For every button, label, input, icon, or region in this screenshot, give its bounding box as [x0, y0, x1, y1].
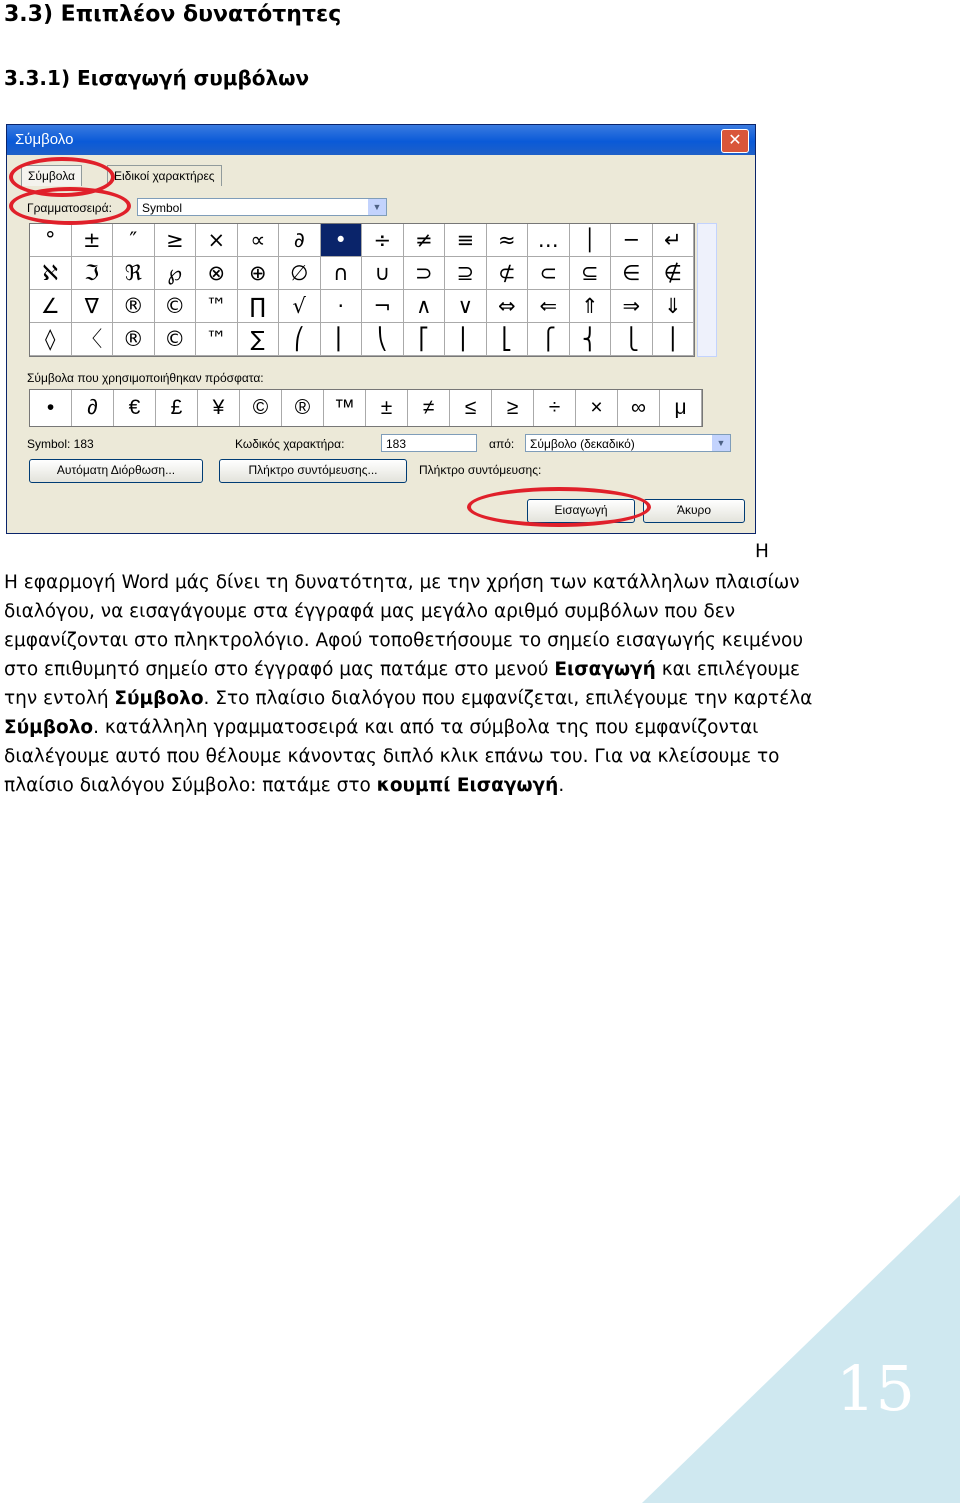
chevron-down-icon: ▼ — [368, 199, 386, 215]
subsection-heading: 3.3.1) Εισαγωγή συμβόλων — [4, 66, 310, 90]
symbol-cell[interactable]: ∉ — [653, 257, 695, 290]
code-field[interactable] — [381, 434, 477, 452]
recent-symbol-cell[interactable]: ™ — [324, 390, 366, 426]
recent-symbol-cell[interactable]: € — [114, 390, 156, 426]
para-text: και επιλέγουμε την εντολή — [4, 659, 801, 709]
shortcut-key-label: Πλήκτρο συντόμευσης: — [419, 463, 542, 477]
recent-symbols-label: Σύμβολα που χρησιμοποιήθηκαν πρόσφατα: — [27, 371, 264, 385]
symbol-cell[interactable]: ℑ — [72, 257, 114, 290]
highlight-oval-font — [9, 187, 131, 225]
symbol-cell[interactable]: ° — [30, 224, 72, 257]
symbol-cell[interactable]: ⎨ — [570, 323, 612, 356]
symbol-cell[interactable]: ≈ — [487, 224, 529, 257]
page-number: 15 — [836, 1352, 915, 1425]
symbol-grid[interactable] — [29, 223, 695, 357]
symbol-cell[interactable]: × — [196, 224, 238, 257]
para-text: . κατάλληλη γραμματοσειρά και από τα σύμβολα της που εμφανίζονται διαλέγουμε αυτό που θέλουμε κάνοντας διπλό κλικ επάνω του. Για να κλείσουμε το πλαίσιο διαλόγου Σύμβολο: πατάμε στο — [4, 717, 780, 796]
dialog-title: Σύμβολο — [15, 131, 74, 148]
symbol-cell[interactable]: ↵ — [653, 224, 695, 257]
symbol-cell[interactable]: ℵ — [30, 257, 72, 290]
from-value: Σύμβολο (δεκαδικό) — [530, 437, 635, 451]
symbol-cell[interactable]: ¬ — [362, 290, 404, 323]
section-heading: 3.3) Επιπλέον δυνατότητες — [4, 2, 342, 27]
symbol-cell[interactable]: ⊇ — [445, 257, 487, 290]
symbol-cell[interactable]: ∝ — [238, 224, 280, 257]
symbol-cell[interactable]: ⎪ — [653, 323, 695, 356]
recent-symbol-cell[interactable]: ± — [366, 390, 408, 426]
symbol-dialog-screenshot — [6, 124, 756, 534]
symbol-cell[interactable]: ⎣ — [487, 323, 529, 356]
symbol-cell[interactable]: │ — [570, 224, 612, 257]
tab-special-characters[interactable]: Ειδικοί χαρακτήρες — [107, 165, 222, 186]
recent-symbol-cell[interactable]: • — [30, 390, 72, 426]
symbol-cell[interactable]: ⊃ — [404, 257, 446, 290]
symbol-cell[interactable]: ∂ — [279, 224, 321, 257]
symbol-cell[interactable]: ⊕ — [238, 257, 280, 290]
recent-symbol-cell[interactable]: ≥ — [492, 390, 534, 426]
code-label: Κωδικός χαρακτήρα: — [235, 437, 345, 451]
recent-symbol-cell[interactable]: ÷ — [534, 390, 576, 426]
symbol-cell[interactable]: ⊂ — [528, 257, 570, 290]
cancel-button[interactable]: Άκυρο — [643, 499, 745, 523]
symbol-cell[interactable]: ″ — [113, 224, 155, 257]
symbol-cell[interactable]: ℜ — [113, 257, 155, 290]
symbol-cell[interactable]: ∇ — [72, 290, 114, 323]
para-text: Η εφαρμογή Word μάς δίνει τη δυνατότητα, με την χρήση των κατάλληλων πλαισίων διαλόγου, να εισαγάγουμε στα έγγραφά μας μεγάλο αριθμό συμβόλων που δεν εμφανίζονται στο πληκτρολόγιο. Αφού τοποθετήσουμε το σημείο εισαγωγής κειμένου στο επιθυμητό σημείο στο έγγραφό μας πατάμε στο μενού — [4, 572, 804, 680]
para-bold: Σύμβολο — [4, 717, 94, 738]
symbol-cell[interactable]: ™ — [196, 290, 238, 323]
symbol-cell[interactable]: ⊄ — [487, 257, 529, 290]
recent-symbol-cell[interactable]: © — [240, 390, 282, 426]
symbol-cell[interactable]: ⎜ — [321, 323, 363, 356]
symbol-cell[interactable]: ⇑ — [570, 290, 612, 323]
symbol-grid-scrollbar[interactable] — [697, 223, 717, 357]
symbol-cell[interactable]: ⎡ — [404, 323, 446, 356]
recent-symbol-cell[interactable]: ≤ — [450, 390, 492, 426]
font-select[interactable] — [137, 198, 387, 216]
recent-symbol-cell[interactable]: £ — [156, 390, 198, 426]
recent-symbol-cell[interactable]: ≠ — [408, 390, 450, 426]
symbol-cell[interactable]: ⎩ — [611, 323, 653, 356]
stray-letter: Η — [755, 541, 769, 562]
chevron-down-icon: ▼ — [712, 435, 730, 451]
close-icon[interactable]: ✕ — [721, 129, 749, 153]
para-bold: Εισαγωγή — [554, 659, 656, 680]
symbol-cell[interactable]: ∏ — [238, 290, 280, 323]
recent-symbol-cell[interactable]: μ — [660, 390, 702, 426]
dialog-titlebar — [7, 125, 755, 155]
symbol-cell[interactable]: ≠ — [404, 224, 446, 257]
corner-decoration — [642, 1195, 960, 1503]
symbol-cell[interactable]: ⎛ — [279, 323, 321, 356]
symbol-cell[interactable]: © — [155, 323, 197, 356]
symbol-cell[interactable]: ± — [72, 224, 114, 257]
symbol-cell[interactable]: ∅ — [279, 257, 321, 290]
symbol-cell[interactable]: ∨ — [445, 290, 487, 323]
recent-symbol-cell[interactable]: × — [576, 390, 618, 426]
symbol-cell[interactable]: ⎝ — [362, 323, 404, 356]
symbol-cell[interactable]: ─ — [611, 224, 653, 257]
symbol-cell[interactable]: ⊆ — [570, 257, 612, 290]
para-bold: κουμπί Εισαγωγή — [376, 775, 559, 796]
symbol-cell[interactable]: ℘ — [155, 257, 197, 290]
from-label: από: — [489, 437, 515, 451]
symbol-cell[interactable]: ∧ — [404, 290, 446, 323]
symbol-cell[interactable]: ⇐ — [528, 290, 570, 323]
symbol-cell[interactable]: ∩ — [321, 257, 363, 290]
recent-symbol-cell[interactable]: ∂ — [72, 390, 114, 426]
insert-button[interactable]: Εισαγωγή — [527, 499, 635, 523]
symbol-cell[interactable]: © — [155, 290, 197, 323]
symbol-cell[interactable]: ⇒ — [611, 290, 653, 323]
symbol-cell[interactable]: ∈ — [611, 257, 653, 290]
symbol-cell[interactable]: ⇔ — [487, 290, 529, 323]
symbol-cell[interactable]: ™ — [196, 323, 238, 356]
from-select[interactable] — [525, 434, 731, 452]
symbol-cell[interactable]: ≥ — [155, 224, 197, 257]
symbol-cell[interactable]: ∠ — [30, 290, 72, 323]
symbol-cell[interactable]: ∑ — [238, 323, 280, 356]
recent-symbol-cell[interactable]: ® — [282, 390, 324, 426]
symbol-cell[interactable]: ⎢ — [445, 323, 487, 356]
symbol-cell[interactable]: ≡ — [445, 224, 487, 257]
symbol-cell[interactable]: 〈 — [72, 323, 114, 356]
code-value: 183 — [386, 437, 407, 451]
font-label: Γραμματοσειρά: — [27, 201, 112, 215]
symbol-cell[interactable]: √ — [279, 290, 321, 323]
highlight-oval-insert — [467, 487, 651, 527]
para-bold: Σύμβολο — [114, 688, 204, 709]
symbol-cell[interactable]: … — [528, 224, 570, 257]
shortcut-key-button[interactable]: Πλήκτρο συντόμευσης... — [219, 459, 407, 483]
symbol-cell[interactable]: • — [321, 224, 363, 257]
symbol-cell[interactable]: ⋅ — [321, 290, 363, 323]
symbol-cell[interactable]: ⇓ — [653, 290, 695, 323]
recent-symbol-cell[interactable]: ∞ — [618, 390, 660, 426]
symbol-cell[interactable]: ⊗ — [196, 257, 238, 290]
symbol-cell[interactable]: ◊ — [30, 323, 72, 356]
autocorrect-button[interactable]: Αυτόματη Διόρθωση... — [29, 459, 203, 483]
symbol-info: Symbol: 183 — [27, 437, 94, 451]
para-text: . — [558, 775, 565, 796]
symbol-cell[interactable]: ® — [113, 290, 155, 323]
recent-symbol-cell[interactable]: ¥ — [198, 390, 240, 426]
symbol-cell[interactable]: ⎧ — [528, 323, 570, 356]
recent-symbols[interactable] — [29, 389, 703, 427]
font-value: Symbol — [142, 201, 183, 215]
body-paragraph — [4, 568, 814, 800]
symbol-cell[interactable]: ® — [113, 323, 155, 356]
tab-symbols[interactable]: Σύμβολα — [21, 165, 82, 186]
para-text: . Στο πλαίσιο διαλόγου που εμφανίζεται, επιλέγουμε την καρτέλα — [203, 688, 813, 709]
symbol-cell[interactable]: ∪ — [362, 257, 404, 290]
symbol-cell[interactable]: ÷ — [362, 224, 404, 257]
